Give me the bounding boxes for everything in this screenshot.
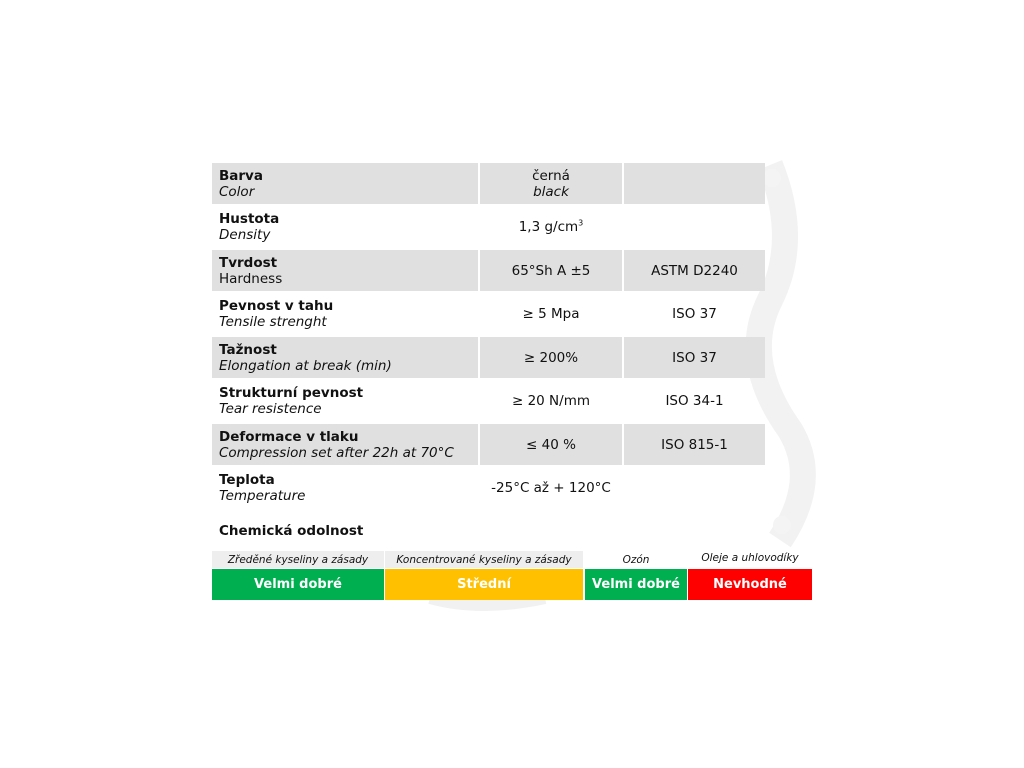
property-name-en: Compression set after 22h at 70°C bbox=[219, 444, 454, 461]
property-value-cell bbox=[480, 250, 622, 291]
property-row-color bbox=[212, 163, 765, 204]
property-standard: ASTM D2240 bbox=[651, 262, 738, 279]
property-value: ≥ 200% bbox=[523, 349, 579, 366]
property-value bbox=[519, 219, 584, 235]
property-standard-cell bbox=[624, 293, 765, 334]
property-row-tear-resistance bbox=[212, 380, 765, 421]
property-standard: ISO 37 bbox=[672, 305, 717, 322]
property-name: Barva bbox=[219, 167, 263, 184]
property-name: Tvrdost bbox=[219, 254, 278, 271]
chemical-header-oils: Oleje a uhlovodíky bbox=[701, 551, 799, 564]
chemical-rating-ozone: Velmi dobré bbox=[585, 569, 687, 600]
chemical-rating-concentrated-acids: Střední bbox=[385, 569, 583, 600]
property-value-cell bbox=[480, 424, 622, 465]
property-name-en: Hardness bbox=[219, 270, 283, 287]
property-name-cell bbox=[212, 380, 478, 421]
property-value-cell bbox=[480, 293, 622, 334]
property-standard: ISO 37 bbox=[672, 349, 717, 366]
property-name-cell bbox=[212, 293, 478, 334]
property-standard: ISO 815-1 bbox=[661, 436, 728, 453]
property-name: Pevnost v tahu bbox=[219, 297, 334, 314]
property-value-text: 1,3 g/cm bbox=[518, 218, 579, 235]
property-value-cell bbox=[480, 206, 622, 247]
property-name: Teplota bbox=[219, 471, 275, 488]
property-value: -25°C až + 120°C bbox=[491, 479, 611, 496]
property-name-en: Tear resistence bbox=[219, 400, 322, 417]
property-standard-cell bbox=[624, 206, 765, 247]
property-standard-cell bbox=[624, 250, 765, 291]
property-standard-cell bbox=[624, 467, 765, 508]
property-standard: ISO 34-1 bbox=[665, 392, 724, 409]
property-row-tensile-strength bbox=[212, 293, 765, 334]
property-name: Hustota bbox=[219, 210, 280, 227]
property-standard-cell bbox=[624, 163, 765, 204]
property-name: Tažnost bbox=[219, 341, 277, 358]
chemical-resistance-title: Chemická odolnost bbox=[219, 523, 364, 539]
property-name: Strukturní pevnost bbox=[219, 384, 364, 401]
property-name: Deformace v tlaku bbox=[219, 428, 359, 445]
chemical-header-concentrated-acids: Koncentrované kyseliny a zásady bbox=[385, 551, 583, 568]
property-row-compression-set bbox=[212, 424, 765, 465]
property-name-cell bbox=[212, 250, 478, 291]
property-name-cell bbox=[212, 337, 478, 378]
property-name-cell bbox=[212, 467, 478, 508]
property-value-superscript: 3 bbox=[578, 218, 584, 227]
property-value: ≥ 20 N/mm bbox=[511, 392, 591, 409]
property-value-en: black bbox=[533, 183, 569, 200]
property-value-cell bbox=[480, 467, 622, 508]
property-row-temperature bbox=[212, 467, 765, 508]
property-name-en: Temperature bbox=[219, 487, 306, 504]
property-value: ≥ 5 Mpa bbox=[522, 305, 580, 322]
property-name-en: Color bbox=[219, 183, 255, 200]
property-value: černá bbox=[532, 167, 570, 184]
chemical-header-ozone: Ozón bbox=[622, 553, 650, 566]
property-name-en: Tensile strenght bbox=[219, 313, 327, 330]
property-row-density bbox=[212, 206, 765, 247]
property-row-hardness bbox=[212, 250, 765, 291]
chemical-rating-oils: Nevhodné bbox=[688, 569, 812, 600]
chemical-header-dilute-acids: Zředěné kyseliny a zásady bbox=[212, 551, 384, 568]
property-name-en: Density bbox=[219, 226, 271, 243]
property-value: 65°Sh A ±5 bbox=[511, 262, 591, 279]
property-standard-cell bbox=[624, 337, 765, 378]
property-value: ≤ 40 % bbox=[526, 436, 576, 453]
property-row-elongation bbox=[212, 337, 765, 378]
property-name-cell bbox=[212, 424, 478, 465]
property-name-cell bbox=[212, 163, 478, 204]
property-standard-cell bbox=[624, 380, 765, 421]
property-standard-cell bbox=[624, 424, 765, 465]
property-name-cell bbox=[212, 206, 478, 247]
property-value-cell bbox=[480, 163, 622, 204]
chemical-rating-dilute-acids: Velmi dobré bbox=[212, 569, 384, 600]
property-name-en: Elongation at break (min) bbox=[219, 357, 392, 374]
property-value-cell bbox=[480, 380, 622, 421]
property-value-cell bbox=[480, 337, 622, 378]
